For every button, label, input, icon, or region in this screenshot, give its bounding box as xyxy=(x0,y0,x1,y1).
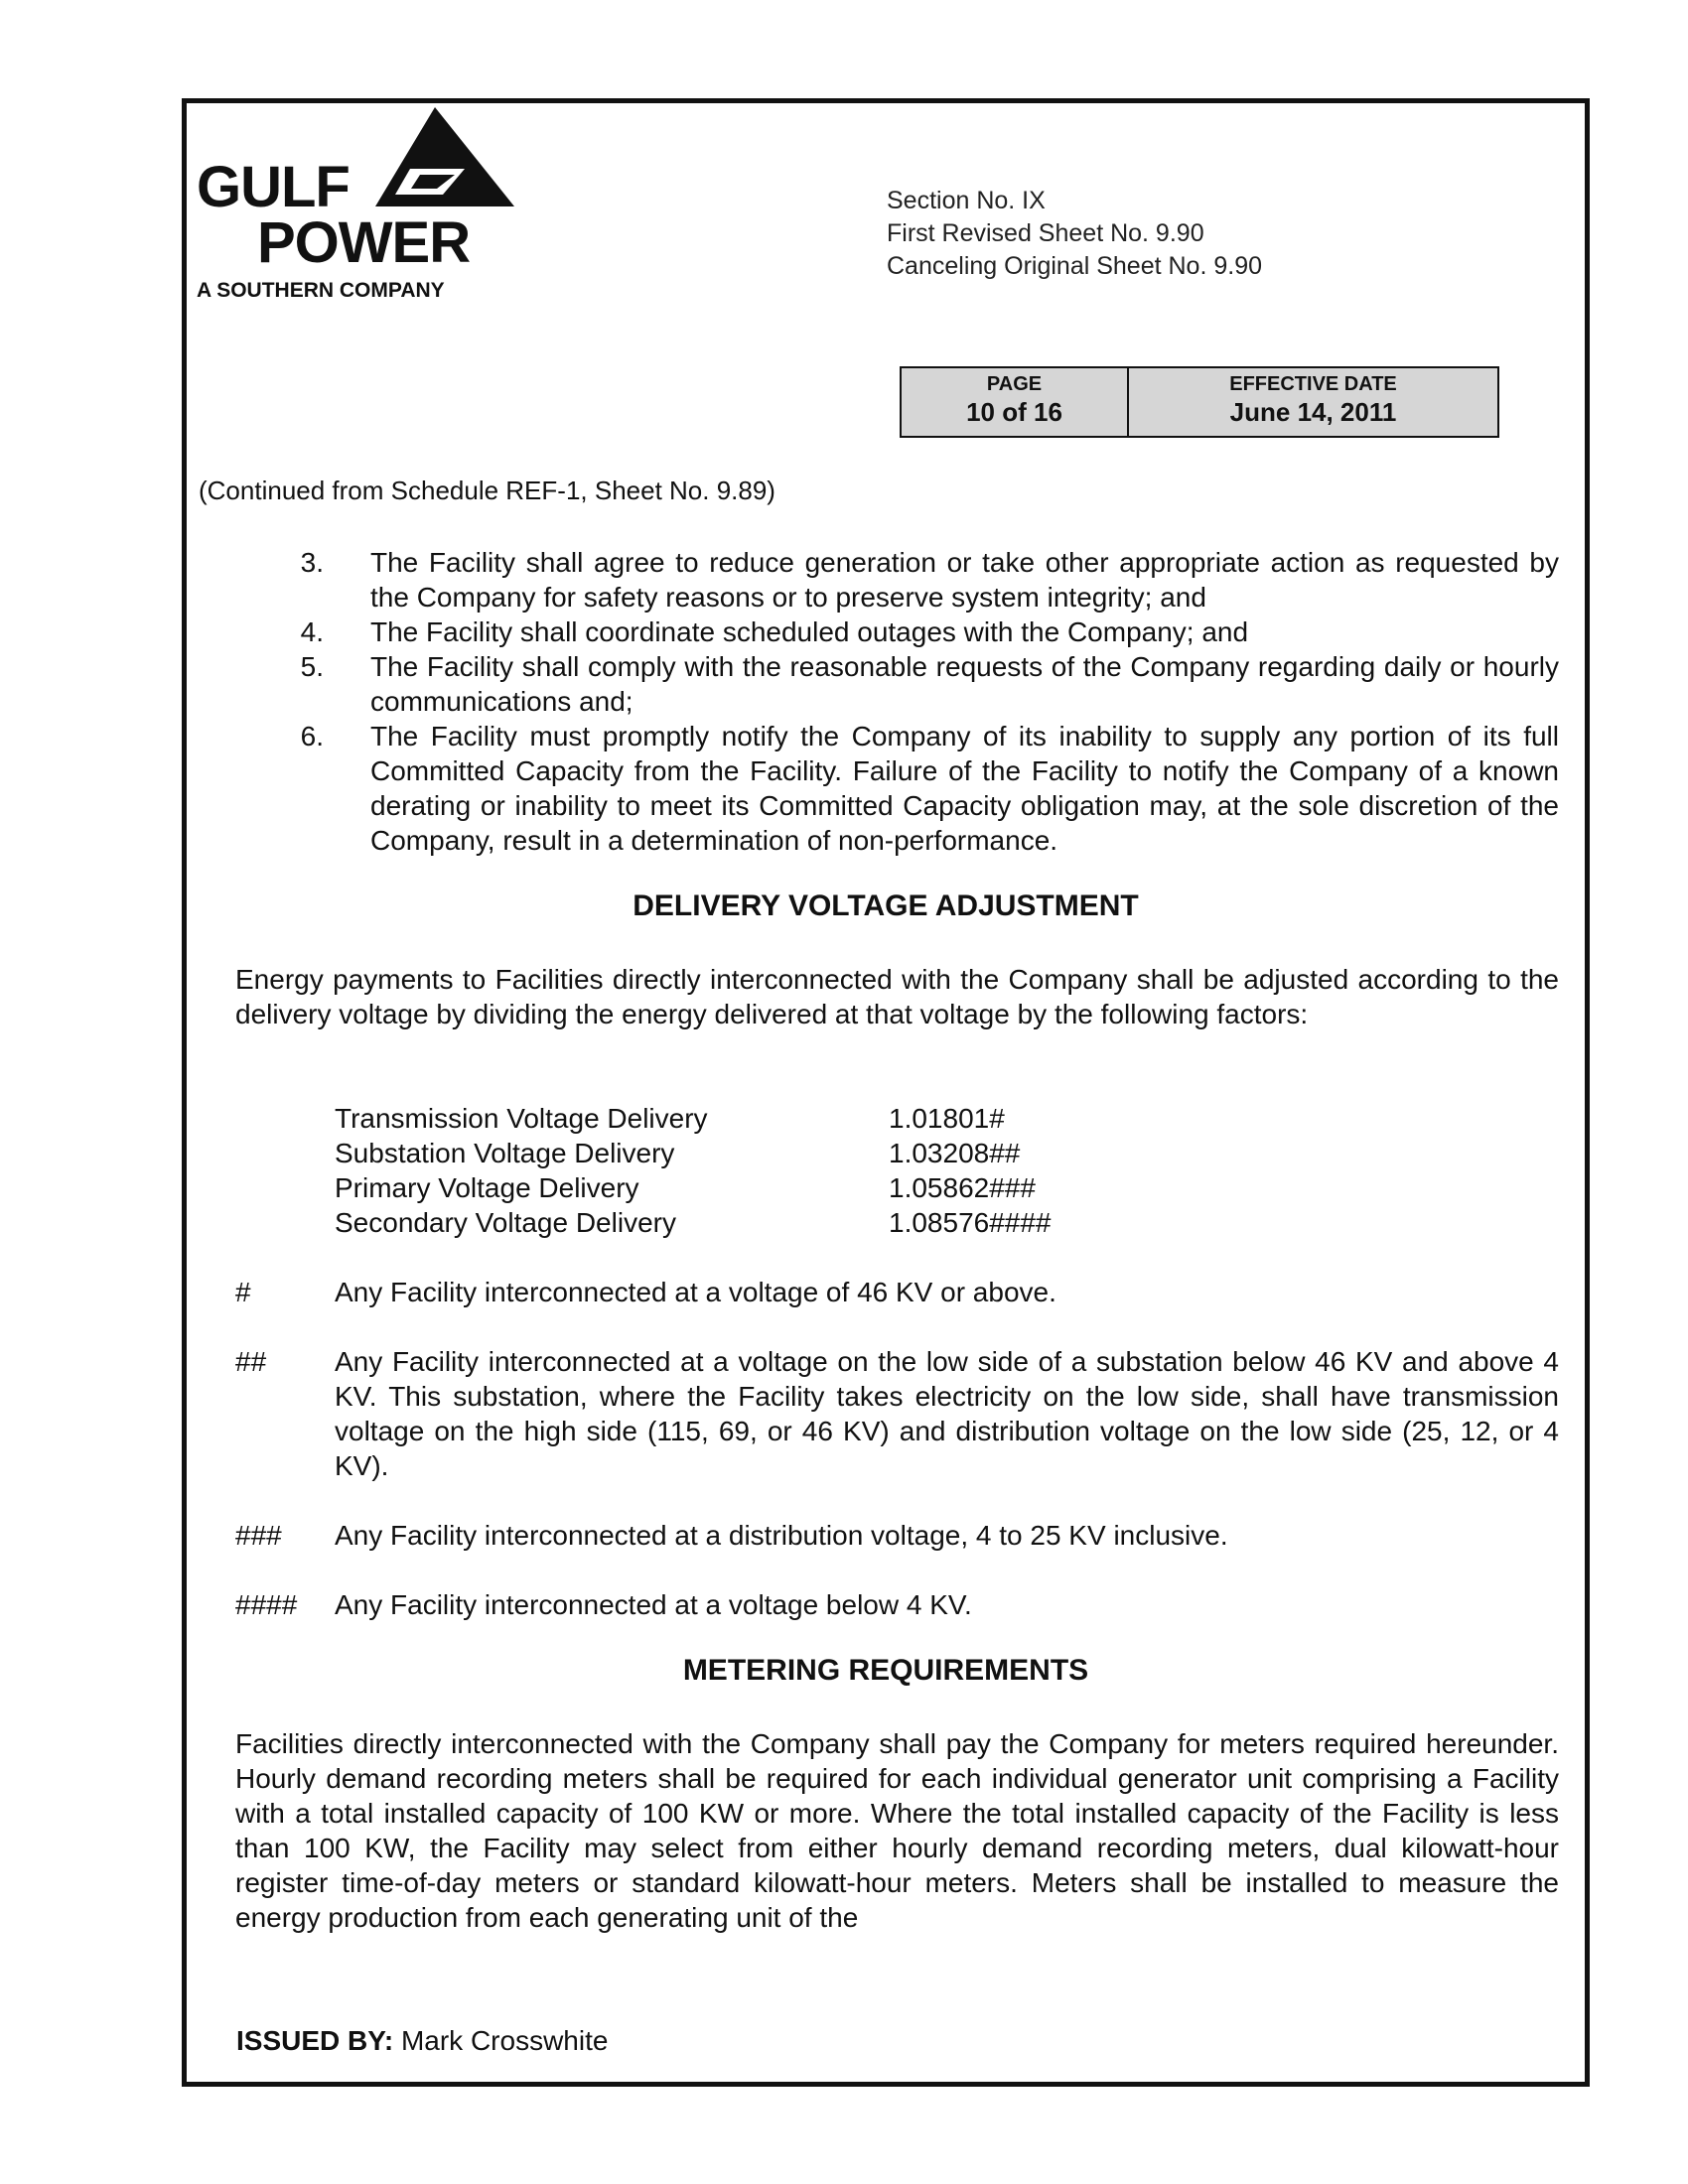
effective-date-label: EFFECTIVE DATE xyxy=(1229,373,1397,395)
footnote-text: Any Facility interconnected at a voltage on the low side of a substation below 46 KV and above 4 KV. This substation, where the Facility takes electricity on the low side, shall have transmission voltage on the high side (115, 69, or 46 KV) and distribution voltage on the low side (25, 12, or 4 KV). xyxy=(335,1346,1559,1481)
footnote-symbol: ## xyxy=(235,1346,267,1377)
section-number: Section No. IX xyxy=(887,187,1046,214)
item-text: The Facility shall agree to reduce generation or take other appropriate action as requested by the Company for safety reasons or to preserve system integrity; and xyxy=(370,547,1559,613)
item-number: 4. xyxy=(300,616,324,647)
effective-date-value: June 14, 2011 xyxy=(1229,397,1397,427)
logo-gulf-text: GULF xyxy=(197,155,350,219)
factor-value: 1.01801# xyxy=(889,1103,1005,1134)
metering-text: Facilities directly interconnected with the Company shall pay the Company for meters required hereunder. Hourly demand recording meters shall be required for each individual generator unit comprising a Facility with a total installed capacity of 100 KW or more. Where the total installed capacity of the Facility is less than 100 KW, the Facility may select from either hourly demand recording meters, dual kilowatt-hour register time-of-day meters or standard kilowatt-hour meters. Meters shall be installed to measure the energy production from each generating unit of the xyxy=(235,1728,1559,1933)
company-logo xyxy=(197,107,524,306)
issued-by-name: Mark Crosswhite xyxy=(400,2025,609,2056)
item-number: 6. xyxy=(300,721,324,751)
footnote-text: Any Facility interconnected at a distribution voltage, 4 to 25 KV inclusive. xyxy=(335,1520,1228,1551)
page-label: PAGE xyxy=(986,373,1043,395)
dva-heading: DELIVERY VOLTAGE ADJUSTMENT xyxy=(633,889,1139,922)
logo-subtitle: A SOUTHERN COMPANY xyxy=(197,279,445,302)
footnote-symbol: ### xyxy=(235,1520,282,1551)
effective-date-cell xyxy=(1129,368,1497,436)
factor-label: Transmission Voltage Delivery xyxy=(335,1103,708,1134)
footnote-symbol: # xyxy=(235,1277,251,1307)
item-text: The Facility shall comply with the reasonable requests of the Company regarding daily or hourly communications and; xyxy=(370,651,1559,717)
metering-heading: METERING REQUIREMENTS xyxy=(682,1654,1089,1687)
factor-value: 1.05862### xyxy=(889,1172,1036,1203)
revised-sheet: First Revised Sheet No. 9.90 xyxy=(887,219,1204,247)
footnote-text: Any Facility interconnected at a voltage of 46 KV or above. xyxy=(335,1277,1056,1307)
item-number: 3. xyxy=(300,547,324,578)
item-number: 5. xyxy=(300,651,324,682)
sheet-info xyxy=(887,185,1262,283)
factor-value: 1.03208## xyxy=(889,1138,1021,1168)
item-text: The Facility shall coordinate scheduled outages with the Company; and xyxy=(370,616,1249,647)
item-text: The Facility must promptly notify the Company of its inability to supply any portion of its full Committed Capacity from the Facility. Failure of the Facility to notify the Company of a known derating or inability to meet its Committed Capacity obligation may, at the sole discretion of the Company, result in a determination of non-performance. xyxy=(370,721,1559,856)
issued-by xyxy=(236,2025,608,2057)
page-date-box xyxy=(900,366,1499,438)
dva-intro: Energy payments to Facilities directly interconnected with the Company shall be adjusted according to the delivery voltage by dividing the energy delivered at that voltage by the following factors: xyxy=(235,964,1559,1029)
footnote-symbol: #### xyxy=(235,1589,298,1620)
factor-value: 1.08576#### xyxy=(889,1207,1052,1238)
page-value: 10 of 16 xyxy=(966,397,1062,427)
page-cell xyxy=(902,368,1129,436)
factor-label: Primary Voltage Delivery xyxy=(335,1172,639,1203)
footnote-text: Any Facility interconnected at a voltage below 4 KV. xyxy=(335,1589,972,1620)
canceling-sheet: Canceling Original Sheet No. 9.90 xyxy=(887,252,1263,280)
continued-note: (Continued from Schedule REF-1, Sheet No. 9.89) xyxy=(199,476,775,505)
factor-label: Secondary Voltage Delivery xyxy=(335,1207,676,1238)
issued-by-label: ISSUED BY: xyxy=(236,2025,394,2056)
factor-label: Substation Voltage Delivery xyxy=(335,1138,675,1168)
logo-power-text: POWER xyxy=(257,210,471,275)
